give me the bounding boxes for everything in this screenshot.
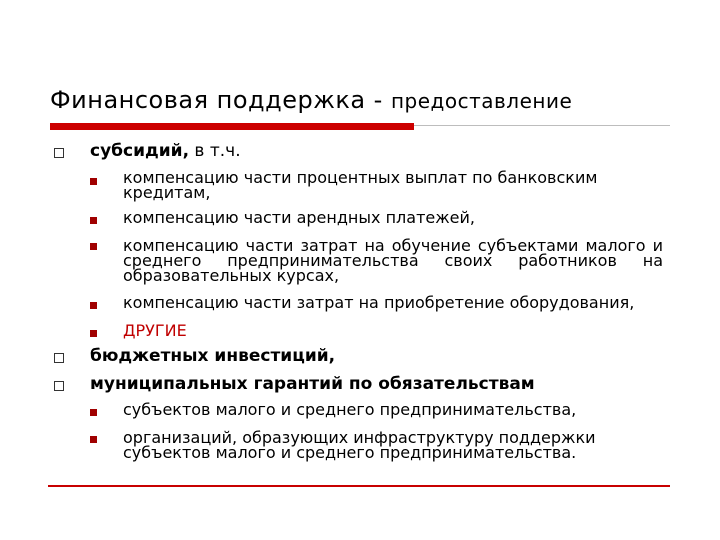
list-item-label: муниципальных гарантий по обязательствам bbox=[90, 374, 535, 394]
slide-title bbox=[50, 86, 572, 114]
list-item-label: субсидий, bbox=[90, 141, 190, 161]
sub-item-rent: компенсацию части арендных платежей, bbox=[123, 208, 475, 227]
filled-square-icon bbox=[90, 330, 97, 337]
sub-item-training: компенсацию части затрат на обучение субъектами малого и среднего предпринимательства своих работников на образовательных курсах, bbox=[123, 236, 663, 285]
hollow-square-icon bbox=[54, 353, 64, 363]
sub-item-other: ДРУГИЕ bbox=[123, 321, 187, 340]
sub-item-interest: компенсацию части процентных выплат по банковским кредитам, bbox=[123, 168, 598, 202]
list-item-guarantees bbox=[90, 374, 535, 394]
sub-item-sme: субъектов малого и среднего предпринимательства, bbox=[123, 400, 577, 419]
hollow-square-icon bbox=[54, 381, 64, 391]
hollow-square-icon bbox=[54, 148, 64, 158]
filled-square-icon bbox=[90, 243, 97, 250]
title-sub: предоставление bbox=[390, 89, 573, 113]
title-main: Финансовая поддержка - bbox=[50, 86, 391, 114]
sub-item-equipment: компенсацию части затрат на приобретение оборудования, bbox=[123, 293, 635, 312]
filled-square-icon bbox=[90, 178, 97, 185]
list-item-suffix: в т.ч. bbox=[189, 141, 241, 161]
filled-square-icon bbox=[90, 302, 97, 309]
bottom-divider bbox=[48, 485, 670, 487]
list-item-subsidies bbox=[90, 141, 241, 161]
title-accent-bar bbox=[50, 123, 414, 130]
filled-square-icon bbox=[90, 409, 97, 416]
filled-square-icon bbox=[90, 436, 97, 443]
list-item-label: бюджетных инвестиций, bbox=[90, 346, 336, 366]
filled-square-icon bbox=[90, 217, 97, 224]
sub-item-infrastructure: организаций, образующих инфраструктуру поддержки субъектов малого и среднего предпринимательства. bbox=[123, 428, 596, 462]
list-item-investments bbox=[90, 346, 335, 366]
